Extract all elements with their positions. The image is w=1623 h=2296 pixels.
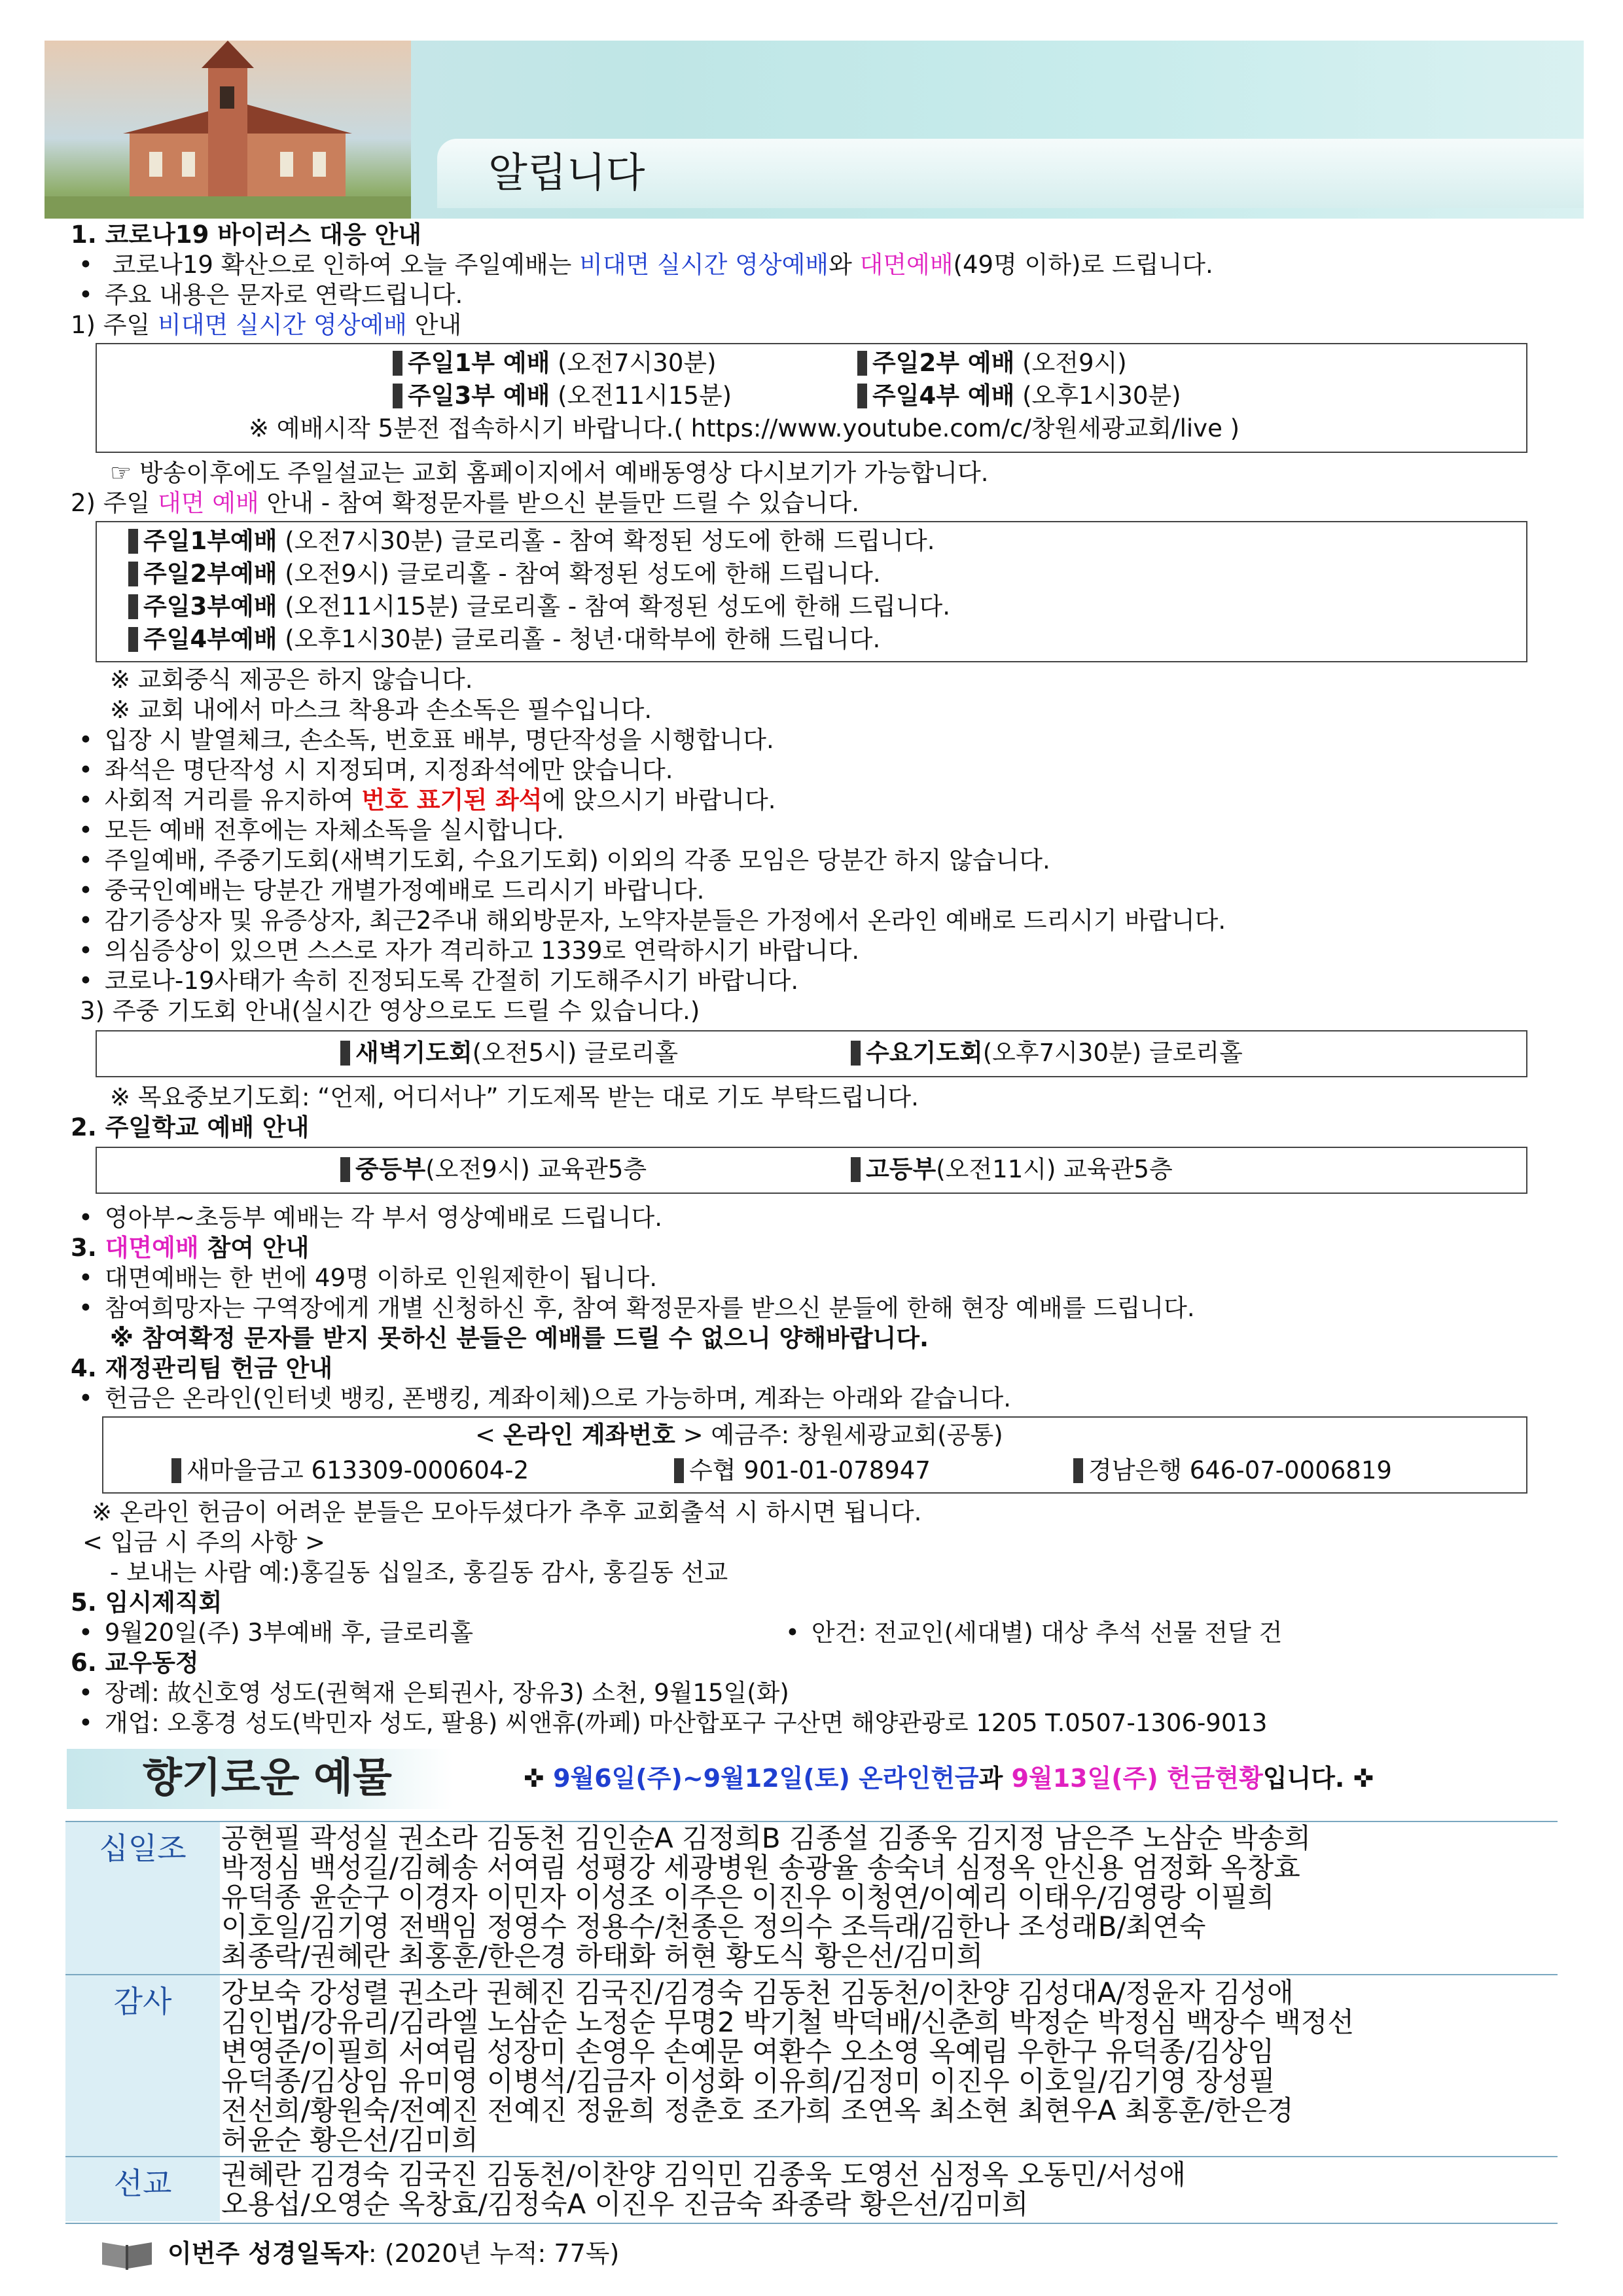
- square-bullet-icon: [128, 594, 138, 619]
- text: <: [475, 1421, 503, 1449]
- online-row-2a: [393, 381, 732, 411]
- s6-bullet-2: • 개업: 오홍경 성도(박민자 성도, 팔용) 씨앤휴(까페) 마산합포구 구산면 해양관광로 1205 T.0507-1306-9013: [79, 1708, 1267, 1738]
- text: (49명 이하)로 드립니다.: [953, 251, 1213, 279]
- rule-f: • 중국인예배는 당분간 개별가정예배로 드리시기 바랍니다.: [79, 876, 704, 906]
- highlight-online: 비대면 실시간 영상예배: [579, 251, 829, 279]
- s1-sub-1: [71, 310, 461, 340]
- text: 1) 주일: [71, 311, 158, 339]
- account-number: 수협 901-01-078947: [689, 1456, 931, 1484]
- square-bullet-icon: [851, 1157, 861, 1182]
- highlight-offline: 대면예배: [105, 1234, 199, 1262]
- prayer-wednesday: [851, 1038, 1243, 1068]
- prayer-note: ※ 목요중보기도회: “언제, 어디서나” 기도제목 받는 대로 기도 부탁드립니다.: [110, 1083, 919, 1111]
- s5-right: • 안건: 전교인(세대별) 대상 추석 선물 전달 건: [785, 1618, 1282, 1648]
- text: 과: [978, 1764, 1012, 1793]
- note-lunch: ※ 교회중식 제공은 하지 않습니다.: [110, 666, 473, 694]
- online-row-1a: [393, 348, 717, 378]
- detail: (오전11시15분) 글로리홀 - 참여 확정된 성도에 한해 드립니다.: [277, 592, 951, 620]
- square-bullet-icon: [393, 351, 402, 376]
- name-row: 박정심 백성길/김혜송 서여림 성평강 세광병원 송광율 송숙녀 심정옥 안신용 엄정화 옥창효: [221, 1852, 1300, 1884]
- section-3-heading: [71, 1233, 309, 1263]
- section-2-heading: 2. 주일학교 예배 안내: [71, 1113, 310, 1141]
- label: 주일3부 예배: [408, 382, 550, 410]
- square-bullet-icon: [674, 1458, 684, 1483]
- text: 안내 - 참여 확정문자를 받으신 분들만 드릴 수 있습니다.: [259, 489, 860, 517]
- text: 참여 안내: [198, 1234, 310, 1262]
- label: 수요기도회: [866, 1039, 983, 1067]
- square-bullet-icon: [857, 384, 867, 408]
- label: 주일2부예배: [143, 560, 277, 588]
- account-2: [674, 1456, 931, 1486]
- book-icon: [99, 2237, 154, 2274]
- prayer-box: [96, 1030, 1527, 1077]
- text: 입니다. ✜: [1262, 1764, 1374, 1793]
- square-bullet-icon: [128, 562, 138, 586]
- high-school: [851, 1155, 1173, 1185]
- label: 주일4부예배: [143, 625, 277, 653]
- label: 중등부: [355, 1155, 426, 1183]
- section-4-heading: 4. 재정관리팀 헌금 안내: [71, 1354, 333, 1382]
- name-row: 공현필 곽성실 권소라 김동천 김인순A 김정희B 김종설 김종욱 김지정 남은주 노삼순 박송희: [221, 1822, 1311, 1854]
- text: > 예금주: 창원세광교회(공통): [675, 1421, 1003, 1449]
- label: 새벽기도회: [355, 1039, 473, 1067]
- sunday-school-box: [96, 1147, 1527, 1194]
- name-row: 김인법/강유리/김라엘 노삼순 노정순 무명2 박기철 박덕배/신춘희 박정순 박정심 백장수 백정선: [221, 2006, 1355, 2038]
- offline-row-4: [128, 624, 880, 655]
- account-3: [1073, 1456, 1392, 1486]
- mission-label: 선교: [65, 2157, 220, 2221]
- text: 에 앉으시기 바랍니다.: [542, 786, 776, 814]
- time: (오전9시): [1014, 349, 1127, 377]
- label: 고등부: [866, 1155, 936, 1183]
- s6-bullet-1: • 장례: 故신호영 성도(권혁재 은퇴권사, 장유3) 소천, 9월15일(화): [79, 1678, 789, 1708]
- church-illustration: [45, 41, 411, 219]
- account-number: 경남은행 646-07-0006819: [1088, 1456, 1392, 1484]
- rule-a: • 입장 시 발열체크, 손소독, 번호표 배부, 명단작성을 시행합니다.: [79, 725, 774, 755]
- online-note: ※ 예배시작 5분전 접속하시기 바랍니다.( https://www.youtube.com/c/창원세광교회/live ): [249, 414, 1240, 442]
- square-bullet-icon: [857, 351, 867, 376]
- name-row: 변영준/이필희 서여림 성장미 손영우 손예문 여환수 오소영 옥예림 우한구 유덕종/김상임: [221, 2036, 1275, 2068]
- square-bullet-icon: [340, 1157, 350, 1182]
- offline-row-2: [128, 559, 881, 589]
- time: (오전11시15분): [550, 382, 732, 410]
- label: 주일1부예배: [143, 527, 277, 555]
- name-row: 권혜란 김경숙 김국진 김동천/이찬양 김익민 김종욱 도영선 심정옥 오동민/서성애: [221, 2159, 1186, 2191]
- s4-caution-line: - 보내는 사람 예:)홍길동 십일조, 홍길동 감사, 홍길동 선교: [110, 1558, 728, 1587]
- square-bullet-icon: [393, 384, 402, 408]
- text: 2) 주일: [71, 489, 158, 517]
- section-1-heading: 1. 코로나19 바이러스 대응 안내: [71, 221, 421, 249]
- section-6-heading: 6. 교우동정: [71, 1649, 199, 1677]
- account-1: [171, 1456, 529, 1486]
- label: 주일1부 예배: [408, 349, 550, 377]
- divider: [65, 2223, 1558, 2224]
- rule-g: • 감기증상자 및 유증상자, 최근2주내 해외방문자, 노약자분들은 가정에서 온라인 예배로 드리시기 바랍니다.: [79, 906, 1226, 936]
- label: 온라인 계좌번호: [503, 1421, 675, 1449]
- divider: [65, 2156, 1558, 2157]
- s1-bullet-2: • 주요 내용은 문자로 연락드립니다.: [79, 280, 463, 310]
- square-bullet-icon: [128, 627, 138, 652]
- section-5-heading: 5. 임시제직회: [71, 1588, 223, 1617]
- count: : (2020년 누적: 77독): [368, 2239, 620, 2268]
- name-row: 이호일/김기영 전백임 정영수 정용수/천종은 정의수 조득래/김한나 조성래B/최연숙: [221, 1910, 1206, 1943]
- online-row-2b: [857, 381, 1181, 411]
- rule-e: • 주일예배, 주중기도회(새벽기도회, 수요기도회) 이외의 각종 모임은 당분간 하지 않습니다.: [79, 846, 1050, 876]
- detail: (오전7시30분) 글로리홀 - 참여 확정된 성도에 한해 드립니다.: [277, 527, 935, 555]
- highlight-online: 9월6일(주)~9월12일(토) 온라인헌금: [553, 1764, 979, 1793]
- detail: (오전9시) 교육관5층: [425, 1155, 647, 1183]
- highlight-offline: 대면 예배: [157, 489, 259, 517]
- note-mask: ※ 교회 내에서 마스크 착용과 손소독은 필수입니다.: [110, 696, 652, 724]
- s3-bullet-1: • 대면예배는 한 번에 49명 이하로 인원제한이 됩니다.: [79, 1263, 657, 1293]
- s4-note: ※ 온라인 헌금이 어려운 분들은 모아두셨다가 추후 교회출석 시 하시면 됩니다.: [92, 1498, 922, 1526]
- offering-subtitle: [524, 1763, 1374, 1793]
- detail: (오전9시) 글로리홀 - 참여 확정된 성도에 한해 드립니다.: [277, 560, 881, 588]
- name-row: 허윤순 황은선/김미희: [221, 2124, 478, 2156]
- offline-row-1: [128, 526, 935, 556]
- online-row-1b: [857, 348, 1127, 378]
- middle-school: [340, 1155, 647, 1185]
- s1-sub-2: [71, 488, 859, 518]
- highlight-seat: 번호 표기된 좌석: [361, 786, 543, 814]
- text: 와: [829, 251, 860, 279]
- offering-title: 향기로운 예물: [143, 1753, 392, 1801]
- name-row: 강보숙 강성렬 권소라 권혜진 김국진/김경숙 김동천 김동천/이찬양 김성대A/정윤자 김성애: [221, 1977, 1294, 2009]
- highlight-offline: 대면예배: [859, 251, 954, 279]
- label: 주일2부 예배: [872, 349, 1015, 377]
- text: ✜: [524, 1764, 554, 1793]
- prayer-dawn: [340, 1038, 678, 1068]
- s3-bullet-2: • 참여희망자는 구역장에게 개별 신청하신 후, 참여 확정문자를 받으신 분들에 한해 현장 예배를 드립니다.: [79, 1293, 1195, 1323]
- highlight-status: 9월13일(주) 헌금현황: [1011, 1764, 1263, 1793]
- square-bullet-icon: [171, 1458, 181, 1483]
- s1-sub-3: 3) 주중 기도회 안내(실시간 영상으로도 드릴 수 있습니다.): [80, 997, 700, 1025]
- label: 주일3부예배: [143, 592, 277, 620]
- account-heading: [475, 1420, 1003, 1450]
- square-bullet-icon: [851, 1041, 861, 1066]
- rule-c: [79, 785, 776, 816]
- name-row: 유덕종/김상임 유미영 이병석/김금자 이성화 이유희/김정미 이진우 이호일/김기영 장성필: [221, 2065, 1275, 2097]
- s2-bullet: • 영아부~초등부 예배는 각 부서 영상예배로 드립니다.: [79, 1203, 662, 1233]
- text: 3.: [71, 1234, 105, 1262]
- s4-bullet: • 헌금은 온라인(인터넷 뱅킹, 폰뱅킹, 계좌이체)으로 가능하며, 계좌는 아래와 같습니다.: [79, 1384, 1011, 1414]
- label: 이번주 성경일독자: [168, 2239, 368, 2268]
- divider: [65, 1974, 1558, 1975]
- square-bullet-icon: [1073, 1458, 1083, 1483]
- tithe-label: 십일조: [65, 1822, 220, 1974]
- bible-readers: [168, 2238, 619, 2269]
- square-bullet-icon: [128, 529, 138, 554]
- rule-d: • 모든 예배 전후에는 자체소독을 실시합니다.: [79, 816, 564, 846]
- tithe-list: [221, 1823, 1311, 1971]
- page-title: 알립니다: [488, 149, 645, 196]
- s1-bullet-1: [79, 250, 1213, 280]
- detail: (오전11시) 교육관5층: [936, 1155, 1173, 1183]
- time: (오후1시30분): [1014, 382, 1181, 410]
- label: 주일4부 예배: [872, 382, 1015, 410]
- mission-list: [221, 2160, 1186, 2219]
- detail: (오후1시30분) 글로리홀 - 청년·대학부에 한해 드립니다.: [277, 625, 881, 653]
- detail: (오전5시) 글로리홀: [472, 1039, 679, 1067]
- s3-note: ※ 참여확정 문자를 받지 못하신 분들은 예배를 드릴 수 없으니 양해바랍니다.: [110, 1324, 929, 1352]
- rule-b: • 좌석은 명단작성 시 지정되며, 지정좌석에만 앉습니다.: [79, 755, 673, 785]
- name-row: 오용섭/오영순 옥창효/김정숙A 이진우 진금숙 좌종락 황은선/김미희: [221, 2188, 1029, 2220]
- account-number: 새마을금고 613309-000604-2: [187, 1456, 529, 1484]
- rule-h: • 의심증상이 있으면 스스로 자가 격리하고 1339로 연락하시기 바랍니다.: [79, 936, 859, 966]
- name-row: 전선희/황원숙/전예진 전예진 정윤희 정춘호 조가희 조연옥 최소현 최현우A 최홍훈/한은경: [221, 2094, 1294, 2126]
- rule-i: • 코로나-19사태가 속히 진정되도록 간절히 기도해주시기 바랍니다.: [79, 966, 798, 996]
- text: 안내: [406, 311, 462, 339]
- thanks-list: [221, 1978, 1354, 2155]
- highlight-online: 비대면 실시간 영상예배: [157, 311, 407, 339]
- detail: (오후7시30분) 글로리홀: [982, 1039, 1243, 1067]
- s5-left: • 9월20일(주) 3부예배 후, 글로리홀: [79, 1618, 473, 1648]
- church-icon: [45, 41, 411, 219]
- text: 코로나19 확산으로 인하여 오늘 주일예배는: [112, 251, 580, 279]
- name-row: 유덕종 윤순구 이경자 이민자 이성조 이주은 이진우 이청연/이예리 이태우/김영랑 이필희: [221, 1881, 1275, 1913]
- text: 사회적 거리를 유지하여: [104, 786, 362, 814]
- time: (오전7시30분): [550, 349, 717, 377]
- name-row: 최종락/권혜란 최홍훈/한은경 하태화 허현 황도식 황은선/김미희: [221, 1940, 984, 1972]
- thanks-label: 감사: [65, 1975, 220, 2156]
- square-bullet-icon: [340, 1041, 350, 1066]
- offline-row-3: [128, 592, 950, 622]
- s4-caution: < 입금 시 주의 사항 >: [82, 1528, 326, 1556]
- replay-note: ☞ 방송이후에도 주일설교는 교회 홈페이지에서 예배동영상 다시보기가 가능합니다.: [110, 459, 989, 487]
